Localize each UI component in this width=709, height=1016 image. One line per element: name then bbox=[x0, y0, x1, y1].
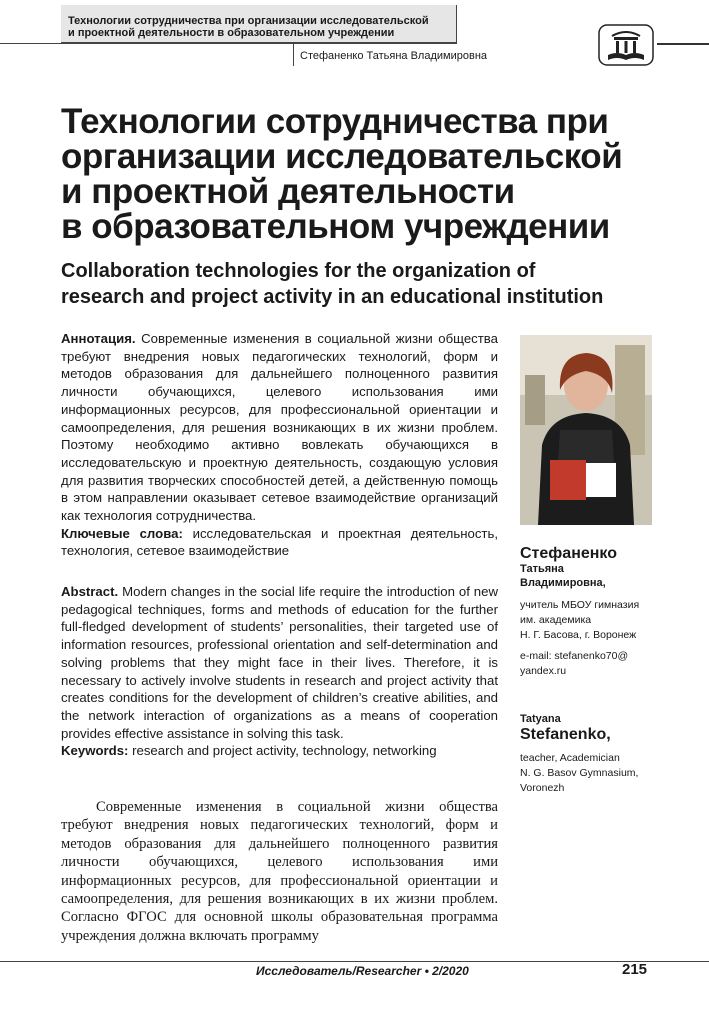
author-position-en bbox=[520, 751, 670, 796]
abstract-label: Abstract. bbox=[61, 584, 119, 599]
title-en-line: Collaboration technologies for the organization of bbox=[61, 260, 536, 282]
header-rule-right bbox=[657, 43, 709, 45]
author-photo bbox=[520, 335, 652, 525]
header-section-title bbox=[68, 15, 453, 39]
title-ru-line: организации исследовательской bbox=[61, 137, 623, 176]
title-ru-line: и проектной деятельности bbox=[61, 172, 515, 211]
body-text bbox=[61, 798, 498, 945]
keywords-ru-label: Ключевые слова: bbox=[61, 525, 183, 541]
position-line: Voronezh bbox=[520, 782, 565, 794]
keywords-en-label: Keywords: bbox=[61, 743, 129, 759]
author-email[interactable] bbox=[520, 649, 670, 679]
author-name2-ru: Владимировна, bbox=[520, 577, 606, 589]
keywords-ru: исследовательская и проектная деятельность, технология, сетевое взаимодействие bbox=[61, 525, 499, 559]
position-line: teacher, Academician bbox=[520, 752, 620, 764]
abstract-text: Modern changes in the social life require the introduction of new pedagogical techniques, forms and methods of education for the further full-fledged development of students’ personalities, their targeted use of information resources, professional orientation and self-determination and solving problems that they might face in their lives. Therefore, it is necessary to actively involve students in research and project activity that creates conditions for the development of children’s creative abilities, and the network interaction of organizations as a means of cooperation provides effective assistance in solving this task. bbox=[61, 584, 498, 741]
email-line[interactable]: yandex.ru bbox=[520, 665, 567, 677]
footer-journal: Исследователь/Researcher • 2/2020 bbox=[256, 964, 469, 978]
abstract-en bbox=[61, 583, 498, 760]
annotation-ru bbox=[61, 330, 498, 560]
title-ru-line: в образовательном учреждении bbox=[61, 207, 610, 246]
position-line: Н. Г. Басова, г. Воронеж bbox=[520, 629, 637, 641]
author-name1-ru: Татьяна bbox=[520, 563, 564, 575]
article-title-ru bbox=[61, 104, 671, 244]
header-section-line2: и проектной деятельности в образовательном учреждении bbox=[68, 27, 395, 39]
annotation-text: Современные изменения в социальной жизни общества требуют внедрения новых педагогических технологий, форм и методов образования для дальнейшего полноценного развития личности обучающихся, целевого использования ими информационных ресурсов, для профессиональной ориентации и самоопределения, для решения возникающих в их жизни проблем. Поэтому необходимо активно вовлекать обучающихся в исследовательскую и проектную деятельность, создающую условия для развития творческих способностей детей, а действенную помощь в этом направлении оказывает сетевое взаимодействие организаций как технология сотрудничества. bbox=[61, 331, 498, 524]
header-section-line1: Технологии сотрудничества при организации исследовательской bbox=[68, 15, 429, 27]
article-title-en bbox=[61, 258, 701, 310]
author-info-ru bbox=[520, 545, 670, 679]
footer-rule bbox=[0, 961, 709, 962]
author-info-en bbox=[520, 712, 670, 796]
keywords-en: research and project activity, technology, networking bbox=[132, 743, 437, 759]
page-number: 215 bbox=[622, 961, 648, 978]
author-position-ru bbox=[520, 598, 670, 643]
title-en-line: research and project activity in an educational institution bbox=[61, 286, 604, 308]
position-line: N. G. Basov Gymnasium, bbox=[520, 767, 639, 779]
email-line[interactable]: e-mail: stefanenko70@ bbox=[520, 650, 629, 662]
position-line: им. академика bbox=[520, 614, 592, 626]
author-name-en: Tatyana bbox=[520, 713, 561, 725]
author-surname-en: Stefanenko, bbox=[520, 726, 611, 743]
annotation-label: Аннотация. bbox=[61, 331, 136, 346]
header-author: Стефаненко Татьяна Владимировна bbox=[293, 44, 487, 66]
author-surname-ru: Стефаненко bbox=[520, 545, 617, 562]
book-columns-icon bbox=[598, 24, 654, 66]
body-paragraph: Современные изменения в социальной жизни общества требуют внедрения новых педагогических технологий, форм и методов образования для дальнейшего полноценного развития личности обучающихся, целевого использования ими информационных ресурсов, для профессиональной ориентации и самоопределения, для решения возникающих в их жизни проблем. Согласно ФГОС для основной школы образовательная программа учреждения должна включать программу bbox=[61, 799, 498, 944]
position-line: учитель МБОУ гимназия bbox=[520, 599, 640, 611]
title-ru-line: Технологии сотрудничества при bbox=[61, 102, 609, 141]
